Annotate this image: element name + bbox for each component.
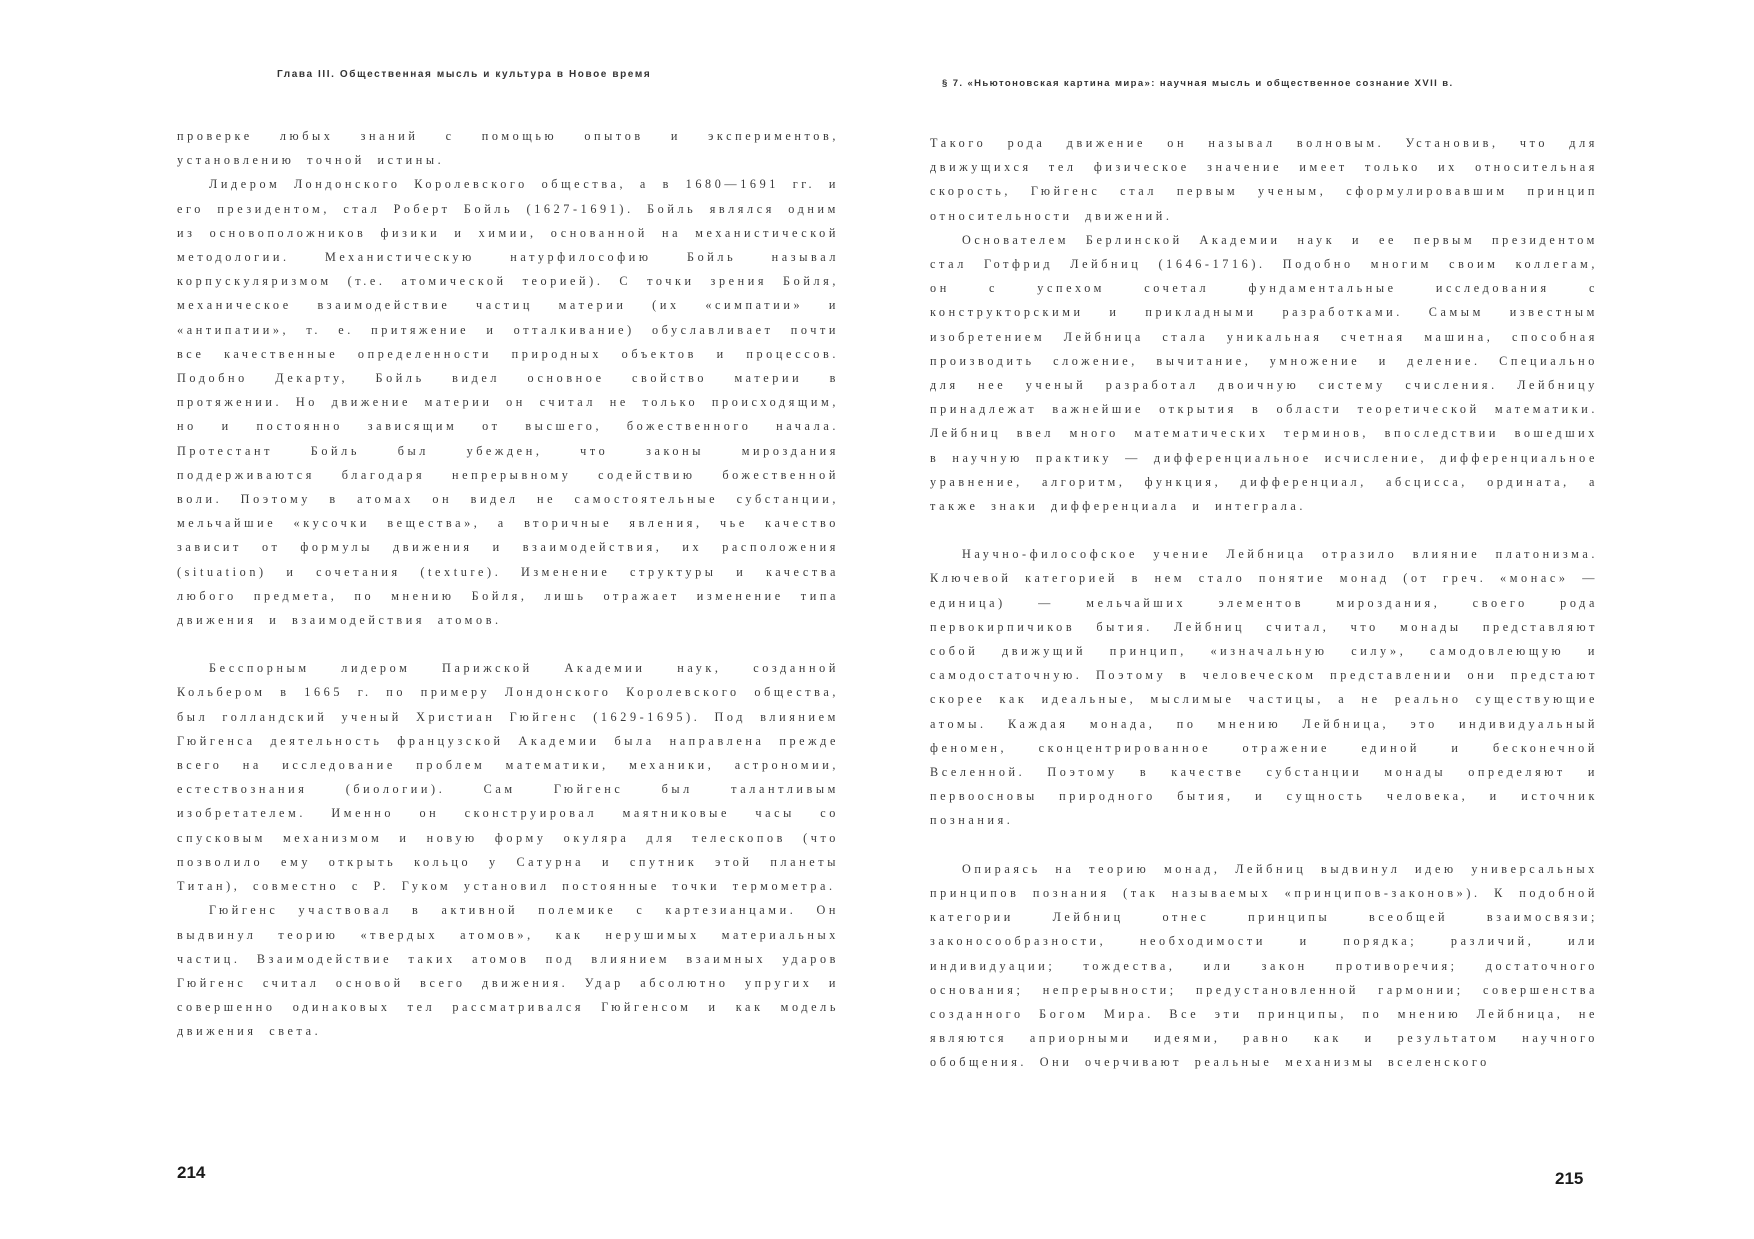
left-page-number: 214 xyxy=(177,1163,206,1182)
paragraph: проверке любых знаний с помощью опытов и экспериментов, установлению точной истины. xyxy=(177,129,839,168)
paragraph: Такого рода движение он называл волновым. Установив, что для движущихся тел физическое значение имеет только их относительная скорость, Гюйгенс стал первым ученым, сформулировавшим принцип относительности движений. xyxy=(930,136,1598,223)
right-body-text xyxy=(930,131,1598,1075)
paragraph: Научно-философское учение Лейбница отразило влияние платонизма. Ключевой категорией в нем стало понятие монад (от греч. «монас» — единица) — мельчайших элементов мироздания, своего рода первокирпичиков бытия. Лейбниц считал, что монады представляют собой движущий принцип, «изначальную силу», самодовлеющую и самодостаточную. Поэтому в человеческом представлении они предстают скорее как идеальные, мыслимые частицы, а не реально существующие атомы. Каждая монада, по мнению Лейбница, это индивидуальный феномен, сконцентрированное отражение единой и бесконечной Вселенной. Поэтому в качестве субстанции монады определяют и первоосновы природного бытия, и сущность человека, и источник познания. xyxy=(930,547,1598,828)
right-page-number: 215 xyxy=(1555,1169,1584,1188)
right-running-header: § 7. «Ньютоновская картина мира»: научная мысль и общественное сознание XVII в. xyxy=(942,78,1454,89)
left-body-text xyxy=(177,124,839,1044)
paragraph: Опираясь на теорию монад, Лейбниц выдвинул идею универсальных принципов познания (так называемых «принципов-законов»). К подобной категории Лейбниц отнес принципы всеобщей взаимосвязи; законосообразности, необходимости и порядка; различий, или индивидуации; тождества, или закон противоречия; достаточного основания; непрерывности; предустановленной гармонии; совершенства созданного Богом Мира. Все эти принципы, по мнению Лейбница, не являются априорными идеями, равно как и результатом научного обобщения. Они очерчивают реальные механизмы вселенского xyxy=(930,861,1598,1070)
paragraph: Основателем Берлинской Академии наук и ее первым президентом стал Готфрид Лейбниц (1646-1716). Подобно многим своим коллегам, он с успехом сочетал фундаментальные исследования с конструкторскими и прикладными разработками. Самым известным изобретением Лейбница стала уникальная счетная машина, способная производить сложение, вычитание, умножение и деление. Специально для нее ученый разработал двоичную систему счисления. Лейбницу принадлежат важнейшие открытия в области теоретической математики. Лейбниц ввел много математических терминов, впоследствии вошедших в научную практику — дифференциальное исчисление, дифференциальное уравнение, алгоритм, функция, дифференциал, абсцисса, ордината, а также знаки дифференциала и интеграла. xyxy=(930,232,1598,514)
paragraph: Лидером Лондонского Королевского общества, а в 1680—1691 гг. и его президентом, стал Роберт Бойль (1627-1691). Бойль являлся одним из основоположников физики и химии, основанной на механистической методологии. Механистическую натурфилософию Бойль называл корпускуляризмом (т.е. атомической теорией). С точки зрения Бойля, механическое взаимодействие частиц материи (их «симпатии» и «антипатии», т. е. притяжение и отталкивание) обуславливает почти все качественные определенности природных объектов и процессов. Подобно Декарту, Бойль видел основное свойство материи в протяжении. Но движение материи он считал не только происходящим, но и постоянно зависящим от высшего, божественного начала. Протестант Бойль был убежден, что законы мироздания поддерживаются благодаря непрерывному содействию божественной воли. Поэтому в атомах он видел не самостоятельные субстанции, мельчайшие «кусочки вещества», а вторичные явления, чье качество зависит от формулы движения и взаимодействия, их расположения (situation) и сочетания (texture). Изменение структуры и качества любого предмета, по мнению Бойля, лишь отражает изменение типа движения и взаимодействия атомов. xyxy=(177,177,839,628)
paragraph: Гюйгенс участвовал в активной полемике с картезианцами. Он выдвинул теорию «твердых атомов», как нерушимых материальных частиц. Взаимодействие таких атомов под влиянием взаимных ударов Гюйгенс считал основой всего движения. Удар абсолютно упругих и совершенно одинаковых тел рассматривался Гюйгенсом и как модель движения света. xyxy=(177,903,839,1039)
paragraph: Бесспорным лидером Парижской Академии наук, созданной Кольбером в 1665 г. по примеру Лондонского Королевского общества, был голландский ученый Христиан Гюйгенс (1629-1695). Под влиянием Гюйгенса деятельность французской Академии была направлена прежде всего на исследование проблем математики, механики, астрономии, естествознания (биологии). Сам Гюйгенс был талантливым изобретателем. Именно он сконструировал маятниковые часы со спусковым механизмом и новую форму окуляра для телескопов (что позволило ему открыть кольцо у Сатурна и спутник этой планеты Титан), совместно с Р. Гуком установил постоянные точки термометра. xyxy=(177,661,839,894)
left-running-header: Глава III. Общественная мысль и культура в Новое время xyxy=(277,69,652,80)
